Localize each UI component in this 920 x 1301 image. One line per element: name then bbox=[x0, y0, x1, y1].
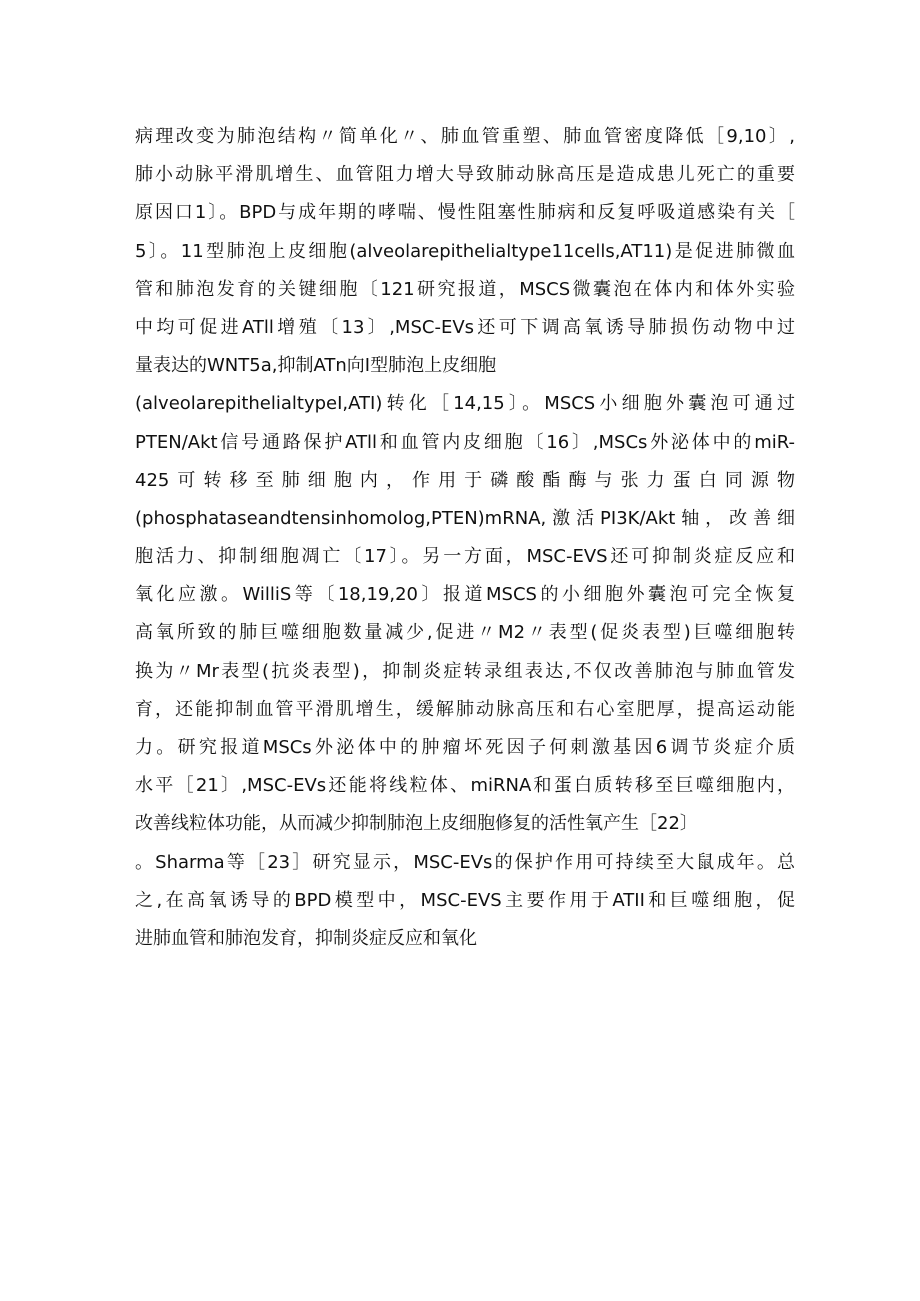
text-line: 425可转移至肺细胞内，作用于磷酸酯酶与张力蛋白同源物 bbox=[135, 469, 795, 491]
text-line: 管和肺泡发育的关键细胞〔121研究报道，MSCS微囊泡在体内和体外实验 bbox=[135, 278, 795, 300]
text-line: 肺小动脉平滑肌增生、血管阻力增大导致肺动脉高压是造成患儿死亡的重要 bbox=[135, 164, 795, 186]
text-line: 改善线粒体功能，从而减少抑制肺泡上皮细胞修复的活性氧产生［22〕 bbox=[135, 813, 698, 835]
text-line: 5〕。11型肺泡上皮细胞(alveolarepithelialtype11cells,AT11)是促进肺微血 bbox=[135, 240, 795, 262]
text-line: 量表达的WNT5a,抑制ATn向I型肺泡上皮细胞 bbox=[135, 355, 497, 377]
text-line: 育，还能抑制血管平滑肌增生，缓解肺动脉高压和右心室肥厚，提高运动能 bbox=[135, 698, 795, 720]
text-line: 原因口1〕。BPD与成年期的哮喘、慢性阻塞性肺病和反复呼吸道感染有关［ bbox=[135, 202, 795, 224]
text-line: 换为〃Mr表型(抗炎表型)，抑制炎症转录组表达,不仅改善肺泡与肺血管发 bbox=[135, 660, 795, 682]
text-line: 进肺血管和肺泡发育，抑制炎症反应和氧化 bbox=[135, 927, 477, 949]
text-line: 之,在高氧诱导的BPD模型中，MSC-EVS主要作用于ATII和巨噬细胞，促 bbox=[135, 889, 795, 911]
text-line: 。Sharma等［23］研究显示，MSC-EVs的保护作用可持续至大鼠成年。总 bbox=[135, 851, 795, 873]
text-line: PTEN/Akt信号通路保护ATll和血管内皮细胞〔16〕,MSCs外泌体中的miR- bbox=[135, 431, 795, 453]
text-line: 中均可促进ATll增殖〔13〕,MSC-EVs还可下调高氧诱导肺损伤动物中过 bbox=[135, 316, 795, 338]
body-text bbox=[135, 118, 795, 958]
text-line: (phosphataseandtensinhomolog,PTEN)mRNA,激活PI3K∕Akt轴，改善细 bbox=[135, 507, 795, 529]
text-line: 氧化应激。WilliS等〔18,19,20〕报道MSCS的小细胞外囊泡可完全恢复 bbox=[135, 584, 795, 606]
text-line: 水平［21〕,MSC-EVs还能将线粒体、miRNA和蛋白质转移至巨噬细胞内， bbox=[135, 775, 795, 797]
text-line: 力。研究报道MSCs外泌体中的肿瘤坏死因子何刺激基因6调节炎症介质 bbox=[135, 737, 795, 758]
text-line: 胞活力、抑制细胞凋亡〔17〕。另一方面，MSC-EVS还可抑制炎症反应和 bbox=[135, 546, 795, 568]
text-line: 病理改变为肺泡结构〃简单化〃、肺血管重塑、肺血管密度降低［9,10〕, bbox=[135, 126, 795, 147]
text-line: (alveolarepithelialtypeI,ATI)转化［14,15〕。MSCS小细胞外囊泡可通过 bbox=[135, 393, 795, 415]
text-line: 高氧所致的肺巨噬细胞数量减少,促进〃M2〃表型(促炎表型)巨噬细胞转 bbox=[135, 622, 795, 644]
